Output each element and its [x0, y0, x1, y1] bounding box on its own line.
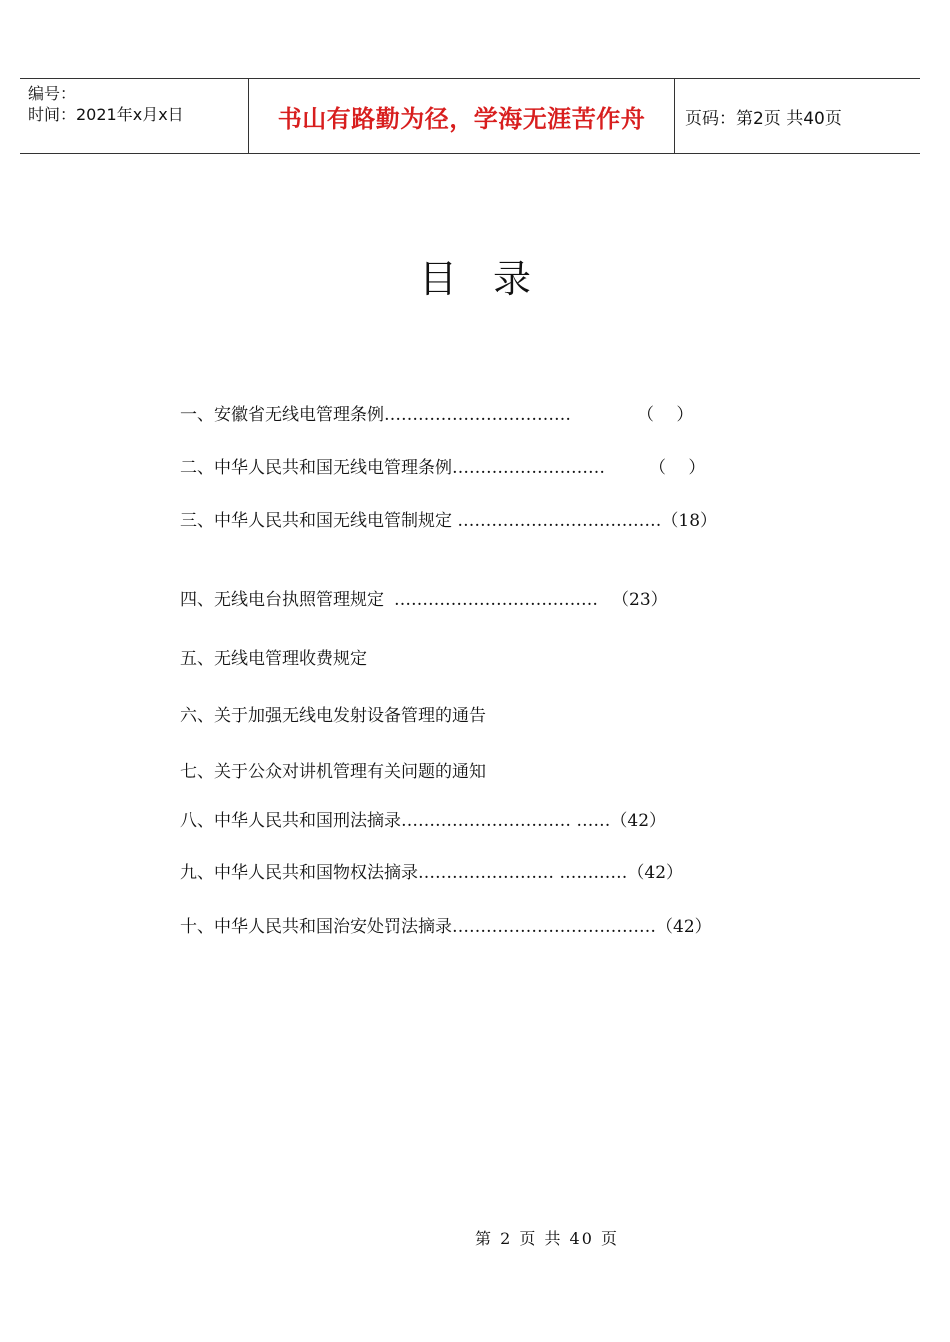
toc-entry-label: 七、关于公众对讲机管理有关问题的通知 — [180, 762, 486, 782]
toc-entry-page: （42） — [610, 811, 667, 831]
document-time: 时间：2021年x月x日 — [28, 105, 184, 124]
toc-entry-label: 二、中华人民共和国无线电管理条例 — [180, 458, 452, 478]
toc-entry-4[interactable] — [180, 588, 770, 612]
document-header — [20, 78, 920, 154]
toc-entry-label: 三、中华人民共和国无线电管制规定 — [180, 511, 452, 531]
toc-entry-2[interactable] — [180, 456, 770, 480]
toc-entry-label: 十、中华人民共和国治安处罚法摘录 — [180, 917, 452, 937]
toc-entry-1[interactable] — [180, 403, 770, 427]
toc-entry-label: 八、中华人民共和国刑法摘录 — [180, 811, 401, 831]
header-motto-cell — [249, 79, 675, 153]
toc-entry-page: （18） — [661, 511, 718, 531]
toc-entry-leader: …………………… ………… — [418, 863, 628, 883]
toc-title: 目录 — [418, 257, 567, 301]
toc-entry-leader: ……………………………… — [457, 511, 662, 531]
header-page-info — [675, 79, 920, 153]
toc-entry-5[interactable] — [180, 647, 770, 671]
toc-entry-page: （42） — [656, 917, 712, 937]
toc-entry-label: 一、安徽省无线电管理条例 — [180, 405, 384, 425]
toc-entry-page: （23） — [612, 590, 668, 610]
toc-entry-9[interactable] — [180, 861, 770, 885]
toc-entry-label: 九、中华人民共和国物权法摘录 — [180, 863, 418, 883]
toc-entry-label: 四、无线电台执照管理规定 — [180, 590, 384, 610]
toc-entry-10[interactable] — [180, 915, 764, 939]
toc-entry-leader: ……………………………… — [452, 917, 656, 937]
toc-entry-7[interactable] — [180, 760, 770, 784]
toc-entry-page: （ ） — [637, 405, 694, 425]
page-footer: 第 2 页 共 40 页 — [475, 1229, 619, 1248]
header-meta — [20, 79, 249, 153]
toc-entry-leader: ……………………………… — [394, 590, 598, 610]
toc-entry-page: （42） — [627, 863, 684, 883]
toc-entry-leader: …………………………… — [384, 405, 571, 425]
toc-entry-3[interactable] — [180, 509, 764, 533]
toc-entry-6[interactable] — [180, 704, 770, 728]
motto: 书山有路勤为径，学海无涯苦作舟 — [277, 104, 646, 133]
page-info: 页码：第2页 共40页 — [685, 108, 842, 129]
toc-entry-leader: ……………………… — [452, 458, 605, 478]
document-number: 编号： — [28, 84, 77, 103]
toc-entry-page: （ ） — [649, 458, 706, 478]
toc-entry-leader: ………………………… …… — [401, 811, 611, 831]
toc-entry-8[interactable] — [180, 809, 770, 833]
toc-entry-label: 五、无线电管理收费规定 — [180, 649, 367, 669]
toc-entry-label: 六、关于加强无线电发射设备管理的通告 — [180, 706, 486, 726]
